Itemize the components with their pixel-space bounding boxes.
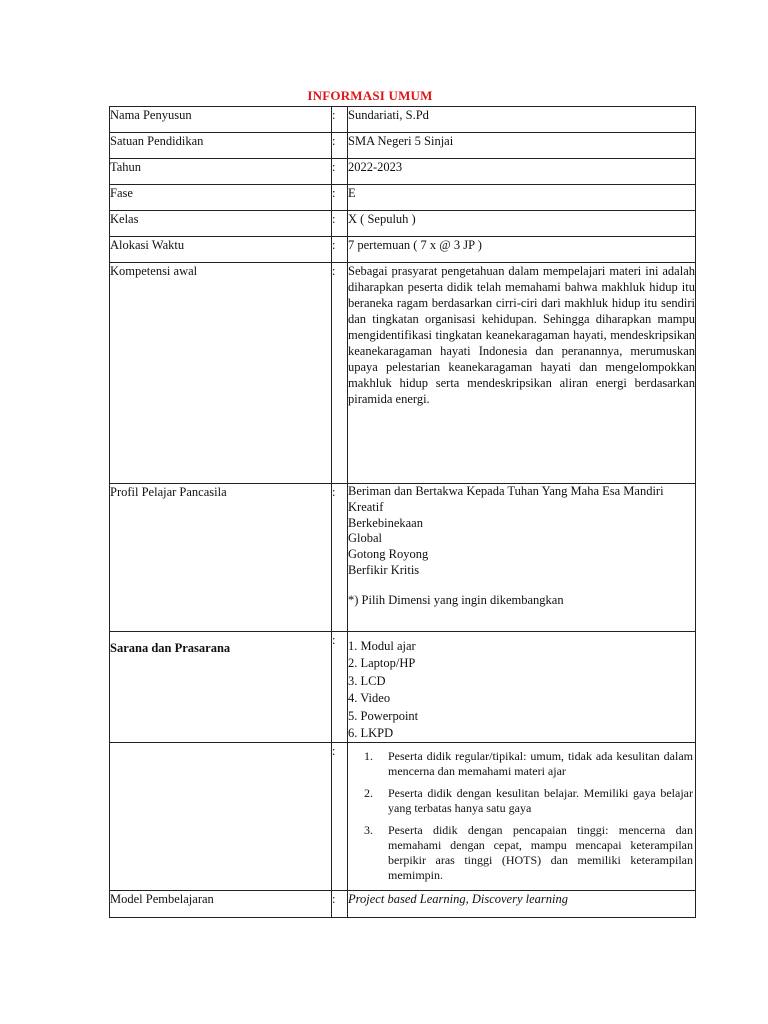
row-separator: :	[332, 484, 348, 632]
table-row	[110, 743, 696, 891]
table-row	[110, 891, 696, 918]
target-list	[348, 743, 696, 891]
list-item: 2. Peserta didik dengan kesulitan belajar. Memiliki gaya belajar yang terbatas hanya satu gaya	[364, 786, 693, 816]
kompetensi-awal-text: Sebagai prasyarat pengetahuan dalam mempelajari materi ini adalah diharapkan peserta didik telah memahami bahwa makhluk hidup itu beraneka ragam berdasarkan cirri-ciri dari makhluk hidup itu sendiri dan tingkatan organisasi kehidupan. Sehingga diharapkan mampu mengidentifikasi tingkatan keanekaragaman hayati, mendeskripsikan keanekaragaman hayati Indonesia dan peranannya, merumuskan upaya pelestarian keanekaragaman hayati dan mengelompokkan makhluk hidup serta mendeskripsikan aliran energi berdasarkan piramida energi.	[348, 263, 696, 484]
table-row	[110, 484, 696, 632]
row-value: E	[348, 185, 696, 211]
row-label: Fase	[110, 185, 332, 211]
row-label: Kompetensi awal	[110, 263, 332, 484]
row-separator: :	[332, 133, 348, 159]
table-row	[110, 107, 696, 133]
row-separator: :	[332, 211, 348, 237]
list-item: Beriman dan Bertakwa Kepada Tuhan Yang Maha Esa Mandiri	[348, 484, 664, 498]
table-row	[110, 237, 696, 263]
row-separator: :	[332, 237, 348, 263]
row-separator: :	[332, 185, 348, 211]
row-label: Model Pembelajaran	[110, 891, 332, 918]
sarana-list	[348, 632, 696, 743]
list-item: Gotong Royong	[348, 547, 429, 562]
row-label: Sarana dan Prasarana	[110, 632, 332, 743]
row-value: Project based Learning, Discovery learning	[348, 891, 696, 918]
row-separator: :	[332, 159, 348, 185]
row-label: Profil Pelajar Pancasila	[110, 484, 332, 632]
table-row	[110, 263, 696, 484]
row-value: SMA Negeri 5 Sinjai	[348, 133, 696, 159]
list-item: 1. Modul ajar	[348, 639, 416, 653]
table-row	[110, 159, 696, 185]
table-row	[110, 185, 696, 211]
list-item: 3. Peserta didik dengan pencapaian tinggi: mencerna dan memahami dengan cepat, mampu mencapai keterampilan berpikir aras tinggi (HOTS) dan memiliki keterampilan memimpin.	[364, 823, 693, 883]
row-label: Alokasi Waktu	[110, 237, 332, 263]
profil-list	[348, 484, 696, 632]
row-separator: :	[332, 263, 348, 484]
row-label: Nama Penyusun	[110, 107, 332, 133]
list-item: Kreatif	[348, 499, 384, 514]
row-label: Kelas	[110, 211, 332, 237]
list-item: 2. Laptop/HP	[348, 656, 416, 671]
row-value: Sundariati, S.Pd	[348, 107, 696, 133]
list-item: 1. Peserta didik regular/tipikal: umum, tidak ada kesulitan dalam mencerna dan memahami materi ajar	[364, 749, 693, 779]
row-separator: :	[332, 891, 348, 918]
row-value: 7 pertemuan ( 7 x @ 3 JP )	[348, 237, 696, 263]
row-value: X ( Sepuluh )	[348, 211, 696, 237]
info-table	[109, 106, 696, 918]
row-separator: :	[332, 743, 348, 891]
profil-note: *) Pilih Dimensi yang ingin dikembangkan	[348, 592, 564, 607]
row-label	[110, 743, 332, 891]
list-item: 3. LCD	[348, 673, 386, 688]
table-row	[110, 211, 696, 237]
table-row	[110, 632, 696, 743]
row-label: Tahun	[110, 159, 332, 185]
page-title: INFORMASI UMUM	[307, 88, 433, 103]
list-item: Berfikir Kritis	[348, 562, 420, 577]
table-row	[110, 133, 696, 159]
row-label: Satuan Pendidikan	[110, 133, 332, 159]
list-item: 6. LKPD	[348, 726, 394, 741]
list-item: 4. Video	[348, 691, 391, 706]
list-item: Global	[348, 531, 383, 546]
list-item: Berkebinekaan	[348, 515, 423, 530]
row-separator: :	[332, 632, 348, 743]
list-item: 5. Powerpoint	[348, 708, 419, 723]
row-value: 2022-2023	[348, 159, 696, 185]
row-separator: :	[332, 107, 348, 133]
